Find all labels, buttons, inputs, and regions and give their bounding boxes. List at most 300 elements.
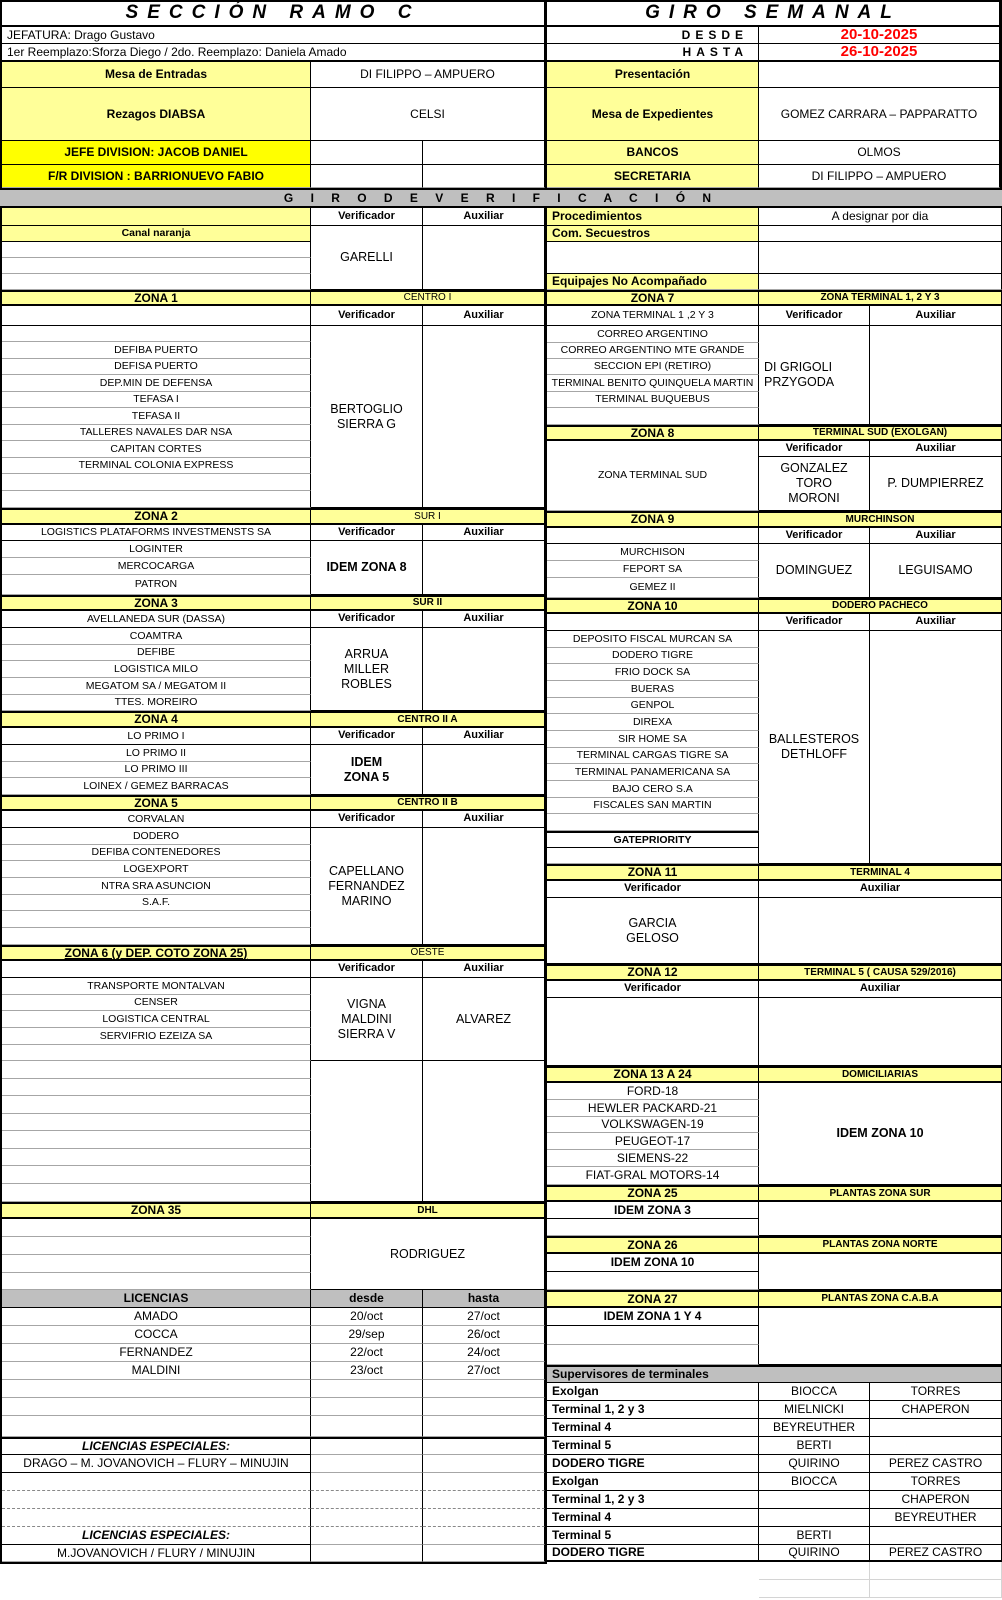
supervisor-terminal: Terminal 5 [547,1527,759,1545]
empty-cell [423,1545,545,1562]
empty-cell [547,814,759,831]
list-item: GENPOL [547,698,759,714]
empty-cell [759,998,1002,1066]
empty-cell [311,1437,423,1455]
zone-band-centro-1: CENTRO I [311,290,545,306]
licencia-name: FERNANDEZ [2,1344,311,1362]
list-item: DEP.MIN DE DEFENSA [2,375,311,392]
empty-cell [311,1380,423,1398]
list-item: TERMINAL COLONIA EXPRESS [2,458,311,474]
empty-cell [311,1398,423,1416]
ghost-cell [759,1562,870,1580]
column-header-auxiliar: Auxiliar [870,614,1002,631]
empty-cell [870,1419,1002,1437]
empty-cell [2,1114,311,1131]
assignee-garelli: GARELLI [311,226,423,290]
list-item: SIR HOME SA [547,731,759,748]
licencia-name: COCCA [2,1326,311,1344]
list-item: CENSER [2,995,311,1011]
empty-cell [2,911,311,928]
zone-band-zona-13-a-24: ZONA 13 A 24 [547,1066,759,1083]
zone-band-centro-2a: CENTRO II A [311,711,545,728]
licencia-hasta: 27/oct [423,1308,545,1326]
idem-zona-10: IDEM ZONA 10 [759,1083,1002,1185]
column-header-auxiliar: Auxiliar [423,728,545,745]
ghost-cell [870,1562,1002,1580]
empty-cell [2,306,311,326]
list-item: TTES. MOREIRO [2,695,311,711]
licencias-especiales-names: DRAGO – M. JOVANOVICH – FLURY – MINUJIN [2,1455,311,1473]
list-item: LOGINTER [2,541,311,558]
list-item: DEFIBA PUERTO [2,342,311,359]
empty-cell [311,1061,423,1202]
licencias-header: LICENCIAS [2,1290,311,1308]
empty-cell [423,628,545,711]
column-header-auxiliar: Auxiliar [423,208,545,226]
zone-band-centro-2b: CENTRO II B [311,795,545,811]
zone-band-zona-7: ZONA 7 [547,290,759,306]
licencias-especiales-header: LICENCIAS ESPECIALES: [2,1437,311,1455]
idem-zona-8: IDEM ZONA 8 [311,541,423,595]
licencias-especiales-names: M.JOVANOVICH / FLURY / MINUJIN [2,1545,311,1562]
zone-band-domiciliarias: DOMICILIARIAS [759,1066,1002,1083]
label-mesa-de-expedientes: Mesa de Expedientes [547,88,759,141]
assignee-di-grigoli-przygoda: DI GRIGOLI PRZYGODA [759,326,870,425]
empty-cell [423,1416,545,1437]
licencia-desde: 23/oct [311,1362,423,1380]
list-item: AVELLANEDA SUR (DASSA) [2,611,311,628]
supervisor-terminal: DODERO TIGRE [547,1455,759,1473]
idem-zona-1-y-4: IDEM ZONA 1 Y 4 [547,1308,759,1326]
column-header-auxiliar: Auxiliar [423,611,545,628]
empty-cell [2,1219,311,1237]
empty-cell [547,1272,759,1290]
assignee-leguisamo: LEGUISAMO [870,544,1002,598]
zone-band-zona-1: ZONA 1 [2,290,311,306]
zone-band-oeste: OESTE [311,945,545,961]
empty-cell [423,1509,545,1527]
reemplazo-row: 1er Reemplazo:Sforza Diego / 2do. Reemplazo: Daniela Amado [2,44,545,62]
label-bancos: BANCOS [547,141,759,165]
empty-cell [2,1149,311,1166]
list-item: FIAT-GRAL MOTORS-14 [547,1167,759,1185]
licencia-desde: 29/sep [311,1326,423,1344]
supervisor-terminal: Exolgan [547,1473,759,1491]
empty-cell [759,898,1002,964]
empty-cell [870,1527,1002,1545]
sheet-title-right: GIRO SEMANAL [547,2,1000,27]
empty-cell [311,1545,423,1562]
main-section [0,208,1002,1598]
supervisor-name: TORRES [870,1383,1002,1401]
empty-cell [423,141,545,165]
empty-cell [423,1398,545,1416]
empty-cell [759,62,1000,88]
zone-band-zona-27: ZONA 27 [547,1290,759,1308]
supervisores-header: Supervisores de terminales [547,1365,1002,1383]
column-header-auxiliar: Auxiliar [423,525,545,541]
label-secretaria: SECRETARIA [547,165,759,188]
assignee-p-dumpierrez: P. DUMPIERREZ [870,457,1002,511]
column-header-auxiliar: Auxiliar [759,981,1002,998]
value-mesa-de-expedientes: GOMEZ CARRARA – PAPPARATTO [759,88,1000,141]
zone-band-dhl: DHL [311,1202,545,1219]
zone-band-terminal-123: ZONA TERMINAL 1, 2 Y 3 [759,290,1002,306]
supervisor-name: CHAPERON [870,1491,1002,1509]
empty-cell [2,1079,311,1096]
supervisor-name: BIOCCA [759,1383,870,1401]
empty-cell [423,828,545,945]
zone-band-zona-9: ZONA 9 [547,511,759,528]
empty-cell [2,491,311,508]
zone-band-plantas-zona-norte: PLANTAS ZONA NORTE [759,1236,1002,1254]
empty-cell [759,1308,1002,1365]
licencia-hasta: 26/oct [423,1326,545,1344]
supervisor-name: BIOCCA [759,1473,870,1491]
value-bancos: OLMOS [759,141,1000,165]
list-item: PEUGEOT-17 [547,1133,759,1150]
empty-cell [423,541,545,595]
value-secretaria: DI FILIPPO – AMPUERO [759,165,1000,188]
empty-cell [311,1416,423,1437]
list-item: DODERO [2,828,311,845]
list-item: TALLERES NAVALES DAR NSA [2,425,311,441]
list-item: TRANSPORTE MONTALVAN [2,978,311,995]
empty-cell [2,1096,311,1114]
label-rezagos-diabsa: Rezagos DIABSA [2,88,311,141]
list-item: SECCION EPI (RETIRO) [547,359,759,375]
assignee-bertoglio-sierra-g: BERTOGLIO SIERRA G [311,326,423,508]
top-right-grid [547,0,1002,188]
empty-cell [759,1509,870,1527]
empty-cell [423,1527,545,1545]
empty-cell [423,1455,545,1473]
empty-cell [2,1184,311,1202]
list-item: DODERO TIGRE [547,648,759,664]
idem-zona-5: IDEM ZONA 5 [311,745,423,795]
label-equipajes-no-acompanado: Equipajes No Acompañado [547,274,759,290]
supervisor-name: BEYREUTHER [759,1419,870,1437]
fr-division: F/R DIVISION : BARRIONUEVO FABIO [2,165,311,188]
list-item: BUERAS [547,681,759,698]
desde-date: 20-10-2025 [759,27,1000,44]
licencia-hasta: 27/oct [423,1362,545,1380]
list-item: PATRON [2,575,311,595]
list-item: CORREO ARGENTINO [547,326,759,343]
list-item: TEFASA I [2,392,311,408]
supervisor-name: TORRES [870,1473,1002,1491]
jefe-division: JEFE DIVISION: JACOB DANIEL [2,141,311,165]
empty-cell [2,1273,311,1290]
column-header-auxiliar: Auxiliar [423,961,545,978]
list-item: COAMTRA [2,628,311,645]
list-item: ZONA TERMINAL SUD [547,441,759,511]
label-mesa-de-entradas: Mesa de Entradas [2,62,311,88]
zone-band-zona-8: ZONA 8 [547,425,759,441]
zone-band-murchinson: MURCHINSON [759,511,1002,528]
assignee-dominguez: DOMINGUEZ [759,544,870,598]
list-item: HEWLER PACKARD-21 [547,1100,759,1117]
empty-cell [423,1437,545,1455]
empty-cell [311,1455,423,1473]
list-item: CORREO ARGENTINO MTE GRANDE [547,343,759,359]
value-mesa-de-entradas: DI FILIPPO – AMPUERO [311,62,545,88]
top-left-grid [0,0,547,188]
empty-cell [423,1380,545,1398]
assignee-rodriguez: RODRIGUEZ [311,1219,545,1290]
licencias-hasta-header: hasta [423,1290,545,1308]
empty-cell [2,1380,311,1398]
supervisor-terminal: Terminal 4 [547,1509,759,1527]
zone-band-zona-26: ZONA 26 [547,1236,759,1254]
zone-band-terminal-sud: TERMINAL SUD (EXOLGAN) [759,425,1002,441]
list-item: TEFASA II [2,408,311,425]
list-item: FISCALES SAN MARTIN [547,798,759,814]
licencia-desde: 22/oct [311,1344,423,1362]
empty-cell [2,961,311,978]
supervisor-terminal: Terminal 4 [547,1419,759,1437]
empty-cell [2,1491,311,1509]
zone-band-terminal-4: TERMINAL 4 [759,864,1002,881]
zone-band-zona-4: ZONA 4 [2,711,311,728]
zone-band-zona-2: ZONA 2 [2,508,311,525]
zone-band-terminal-5: TERMINAL 5 ( CAUSA 529/2016) [759,964,1002,981]
empty-cell [2,1237,311,1255]
zone-band-zona-6: ZONA 6 (y DEP. COTO ZONA 25) [2,945,311,961]
empty-cell [759,226,1002,242]
list-item: CAPITAN CORTES [2,441,311,458]
supervisor-terminal: Terminal 5 [547,1437,759,1455]
list-item: FRIO DOCK SA [547,664,759,681]
empty-cell [547,848,759,864]
empty-cell [547,614,759,631]
zone-band-dodero-pacheco: DODERO PACHECO [759,598,1002,614]
assignee-gonzalez-toro-moroni: GONZALEZ TORO MORONI [759,457,870,511]
hasta-date: 26-10-2025 [759,44,1000,62]
supervisor-terminal: DODERO TIGRE [547,1545,759,1562]
empty-cell [2,326,311,342]
empty-cell [423,1491,545,1509]
column-header-verificador: Verificador [547,881,759,898]
column-header-verificador: Verificador [547,981,759,998]
column-header-verificador: Verificador [311,208,423,226]
licencia-hasta: 24/oct [423,1344,545,1362]
list-item: MEGATOM SA / MEGATOM II [2,678,311,695]
ghost-cell [759,1580,870,1598]
empty-cell [547,528,759,544]
empty-cell [311,1509,423,1527]
list-item: DEFISA PUERTO [2,359,311,375]
label-canal-naranja: Canal naranja [2,226,311,242]
empty-cell [759,1491,870,1509]
empty-cell [759,274,1002,290]
assignee-ballesteros-dethloff: BALLESTEROS DETHLOFF [759,631,870,864]
jefatura-row: JEFATURA: Drago Gustavo [2,27,545,44]
empty-cell [759,1254,1002,1290]
empty-cell [547,1580,759,1598]
column-header-auxiliar: Auxiliar [870,528,1002,544]
empty-cell [423,165,545,188]
supervisor-name: QUIRINO [759,1455,870,1473]
empty-cell [547,1345,759,1365]
value-procedimientos: A designar por dia [759,208,1002,226]
list-item: CORVALAN [2,811,311,828]
licencias-desde-header: desde [311,1290,423,1308]
licencia-desde: 20/oct [311,1308,423,1326]
zone-band-zona-25: ZONA 25 [547,1185,759,1202]
zone-band-zona-3: ZONA 3 [2,595,311,611]
empty-cell [2,258,311,274]
list-item: SERVIFRIO EZEIZA SA [2,1028,311,1045]
empty-cell [423,1061,545,1202]
idem-zona-10-b: IDEM ZONA 10 [547,1254,759,1272]
empty-cell [547,408,759,425]
list-item: LO PRIMO III [2,762,311,778]
empty-cell [2,242,311,258]
zone-band-sur-2: SUR II [311,595,545,611]
empty-cell [2,1255,311,1273]
supervisor-terminal: Terminal 1, 2 y 3 [547,1491,759,1509]
empty-cell [423,326,545,508]
empty-cell [759,242,1002,274]
empty-cell [423,745,545,795]
supervisor-name: BERTI [759,1527,870,1545]
assignee-alvarez: ALVAREZ [423,978,545,1061]
main-right-grid [547,208,1002,1598]
zone-band-zona-5: ZONA 5 [2,795,311,811]
empty-cell [2,928,311,945]
list-item-gatepriority: GATEPRIORITY [547,831,759,848]
desde-label: DESDE [547,27,759,44]
zone-band-plantas-zona-sur: PLANTAS ZONA SUR [759,1185,1002,1202]
list-item: BAJO CERO S.A [547,781,759,798]
empty-cell [2,1509,311,1527]
supervisor-name: QUIRINO [759,1545,870,1562]
zone-band-zona-35: ZONA 35 [2,1202,311,1219]
empty-cell [423,226,545,290]
list-item: DEFIBE [2,645,311,661]
supervisor-name: MIELNICKI [759,1401,870,1419]
empty-cell [311,1491,423,1509]
supervisor-name: PEREZ CASTRO [870,1455,1002,1473]
top-section [0,0,1002,188]
empty-cell [547,998,759,1066]
empty-cell [2,1061,311,1079]
list-item: DIREXA [547,714,759,731]
list-item: SIEMENS-22 [547,1150,759,1167]
label-com-secuestros: Com. Secuestros [547,226,759,242]
list-item: LOGISTICA CENTRAL [2,1011,311,1028]
column-header-auxiliar: Auxiliar [423,306,545,326]
empty-cell [547,1326,759,1345]
hasta-label: HASTA [547,44,759,62]
value-rezagos-diabsa: CELSI [311,88,545,141]
column-header-auxiliar: Auxiliar [423,811,545,828]
column-header-auxiliar: Auxiliar [870,441,1002,457]
zone-band-plantas-zona-caba: PLANTAS ZONA C.A.B.A [759,1290,1002,1308]
list-item: GEMEZ II [547,578,759,598]
list-item: TERMINAL BUQUEBUS [547,392,759,408]
sheet-title-left: SECCIÓN RAMO C [2,2,545,27]
list-item: LOGEXPORT [2,861,311,878]
empty-cell [2,1131,311,1149]
column-header-verificador: Verificador [311,525,423,541]
empty-cell [2,274,311,290]
empty-cell [2,208,311,226]
empty-cell [311,1473,423,1491]
idem-zona-3: IDEM ZONA 3 [547,1202,759,1219]
licencia-name: MALDINI [2,1362,311,1380]
column-header-verificador: Verificador [311,611,423,628]
list-item: NTRA SRA ASUNCION [2,878,311,895]
list-item: LOGISTICS PLATAFORMS INVESTMENSTS SA [2,525,311,541]
list-item: TERMINAL CARGAS TIGRE SA [547,748,759,764]
assignee-arrua-miller-robles: ARRUA MILLER ROBLES [311,628,423,711]
column-header-auxiliar: Auxiliar [759,881,1002,898]
list-item: LO PRIMO II [2,745,311,762]
column-header-verificador: Verificador [311,811,423,828]
label-presentacion: Presentación [547,62,759,88]
supervisor-name: CHAPERON [870,1401,1002,1419]
column-header-auxiliar: Auxiliar [870,306,1002,326]
empty-cell [2,1416,311,1437]
empty-cell [547,242,759,274]
list-item: S.A.F. [2,895,311,911]
assignee-vigna-maldini-sierra-v: VIGNA MALDINI SIERRA V [311,978,423,1061]
supervisor-name: PEREZ CASTRO [870,1545,1002,1562]
supervisor-name: BEYREUTHER [870,1509,1002,1527]
zone-band-zona-11: ZONA 11 [547,864,759,881]
empty-cell [311,1527,423,1545]
assignee-capellano-fernandez-marino: CAPELLANO FERNANDEZ MARINO [311,828,423,945]
list-item: MURCHISON [547,544,759,561]
supervisor-terminal: Exolgan [547,1383,759,1401]
licencia-name: AMADO [2,1308,311,1326]
column-header-verificador: Verificador [759,528,870,544]
list-item: FEPORT SA [547,561,759,578]
label-procedimientos: Procedimientos [547,208,759,226]
supervisor-name: BERTI [759,1437,870,1455]
column-header-verificador: Verificador [759,614,870,631]
empty-cell [2,1398,311,1416]
list-item: LOINEX / GEMEZ BARRACAS [2,778,311,795]
zone-band-zona-12: ZONA 12 [547,964,759,981]
giro-de-verificacion-band: G I R O D E V E R I F I C A C I Ó N [0,188,1002,208]
supervisor-terminal: Terminal 1, 2 y 3 [547,1401,759,1419]
column-header-verificador: Verificador [759,441,870,457]
assignee-garcia-geloso: GARCIA GELOSO [547,898,759,964]
empty-cell [311,165,423,188]
list-item: VOLKSWAGEN-19 [547,1117,759,1133]
main-left-grid [0,208,547,1564]
empty-cell [2,474,311,491]
list-item: LO PRIMO I [2,728,311,745]
zone-band-zona-10: ZONA 10 [547,598,759,614]
column-header-verificador: Verificador [759,306,870,326]
list-item: FORD-18 [547,1083,759,1100]
ghost-cell [870,1580,1002,1598]
list-item: DEPOSITO FISCAL MURCAN SA [547,631,759,648]
list-item: TERMINAL PANAMERICANA SA [547,764,759,781]
zone-band-sur-1: SUR I [311,508,545,525]
empty-cell [547,1219,759,1236]
empty-cell [870,631,1002,864]
empty-cell [2,1166,311,1184]
list-item: MERCOCARGA [2,558,311,575]
empty-cell [423,1473,545,1491]
empty-cell [2,1473,311,1491]
list-item: ZONA TERMINAL 1 ,2 Y 3 [547,306,759,326]
